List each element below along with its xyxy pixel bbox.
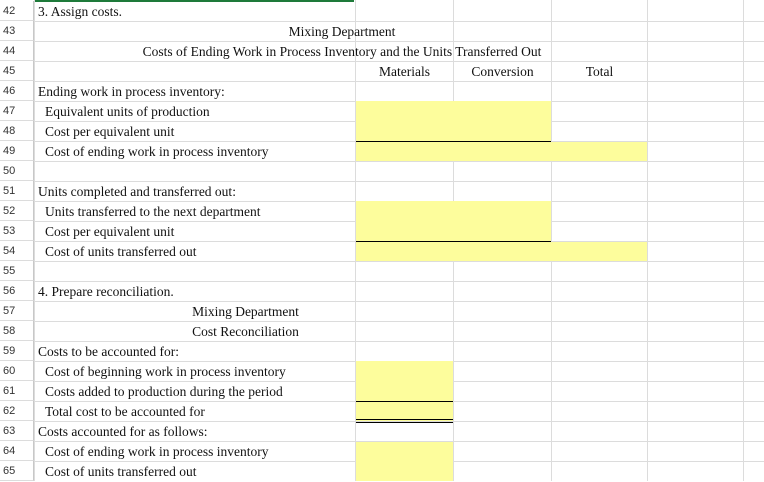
row-number: 51 — [0, 181, 34, 201]
row-number: 45 — [0, 61, 34, 81]
input-cell-costs-accounted[interactable] — [356, 442, 453, 481]
grid-line — [0, 321, 764, 322]
row-number: 63 — [0, 421, 34, 441]
label-cost-transferred: Cost of units transferred out — [45, 244, 197, 259]
department-title: Mixing Department — [288, 24, 396, 39]
header-conversion: Conversion — [471, 64, 534, 79]
row-number: 54 — [0, 241, 34, 261]
row-number: 47 — [0, 101, 34, 121]
row-number: 43 — [0, 21, 34, 41]
label-costs-accounted: Costs accounted for as follows: — [38, 424, 208, 439]
row-number: 53 — [0, 221, 34, 241]
double-underline — [356, 419, 453, 423]
underline — [356, 141, 551, 142]
row-number: 48 — [0, 121, 34, 141]
reconciliation-title: Cost Reconciliation — [192, 324, 299, 339]
label-costs-to-account: Costs to be accounted for: — [38, 344, 179, 359]
row-number: 42 — [0, 1, 34, 21]
row-number: 59 — [0, 341, 34, 361]
label-total-cost: Total cost to be accounted for — [45, 404, 205, 419]
reconciliation-department: Mixing Department — [192, 304, 299, 319]
input-cell-transferred[interactable] — [356, 201, 551, 241]
header-total: Total — [585, 64, 614, 79]
row-number: 61 — [0, 381, 34, 401]
report-title: Costs of Ending Work in Process Inventory and the Units Transferred Out — [142, 44, 542, 59]
row-number: 60 — [0, 361, 34, 381]
label-cost-per-unit: Cost per equivalent unit — [45, 124, 175, 139]
row-number: 52 — [0, 201, 34, 221]
label-ending-wip: Ending work in process inventory: — [38, 84, 225, 99]
label-units-transferred: Units transferred to the next department — [45, 204, 261, 219]
label-cost-ending-wip-2: Cost of ending work in process inventory — [45, 444, 269, 459]
label-beginning-wip: Cost of beginning work in process inventory — [45, 364, 286, 379]
row-number: 50 — [0, 161, 34, 181]
label-cost-transferred-2: Cost of units transferred out — [45, 464, 197, 479]
row-number: 49 — [0, 141, 34, 161]
label-cost-ending-wip: Cost of ending work in process inventory — [45, 144, 269, 159]
input-cell-costs-to-account[interactable] — [356, 361, 453, 401]
row-number: 62 — [0, 401, 34, 421]
section-heading-assign-costs: 3. Assign costs. — [38, 4, 123, 19]
row-number: 64 — [0, 441, 34, 461]
label-cost-per-unit-2: Cost per equivalent unit — [45, 224, 175, 239]
label-costs-added: Costs added to production during the period — [45, 384, 283, 399]
row-number: 56 — [0, 281, 34, 301]
input-cell-ending-wip-cost[interactable] — [356, 142, 647, 161]
underline — [356, 401, 453, 402]
row-number: 57 — [0, 301, 34, 321]
row-number: 46 — [0, 81, 34, 101]
row-number: 65 — [0, 461, 34, 481]
label-equivalent-units: Equivalent units of production — [45, 104, 210, 119]
label-units-completed: Units completed and transferred out: — [38, 184, 236, 199]
row-number: 44 — [0, 41, 34, 61]
section-heading-reconciliation: 4. Prepare reconciliation. — [38, 284, 174, 299]
row-number: 58 — [0, 321, 34, 341]
input-cell-materials-conversion[interactable] — [356, 101, 551, 141]
row-number: 55 — [0, 261, 34, 281]
input-cell-transferred-cost[interactable] — [356, 242, 647, 261]
header-materials: Materials — [379, 64, 430, 79]
underline — [356, 241, 551, 242]
